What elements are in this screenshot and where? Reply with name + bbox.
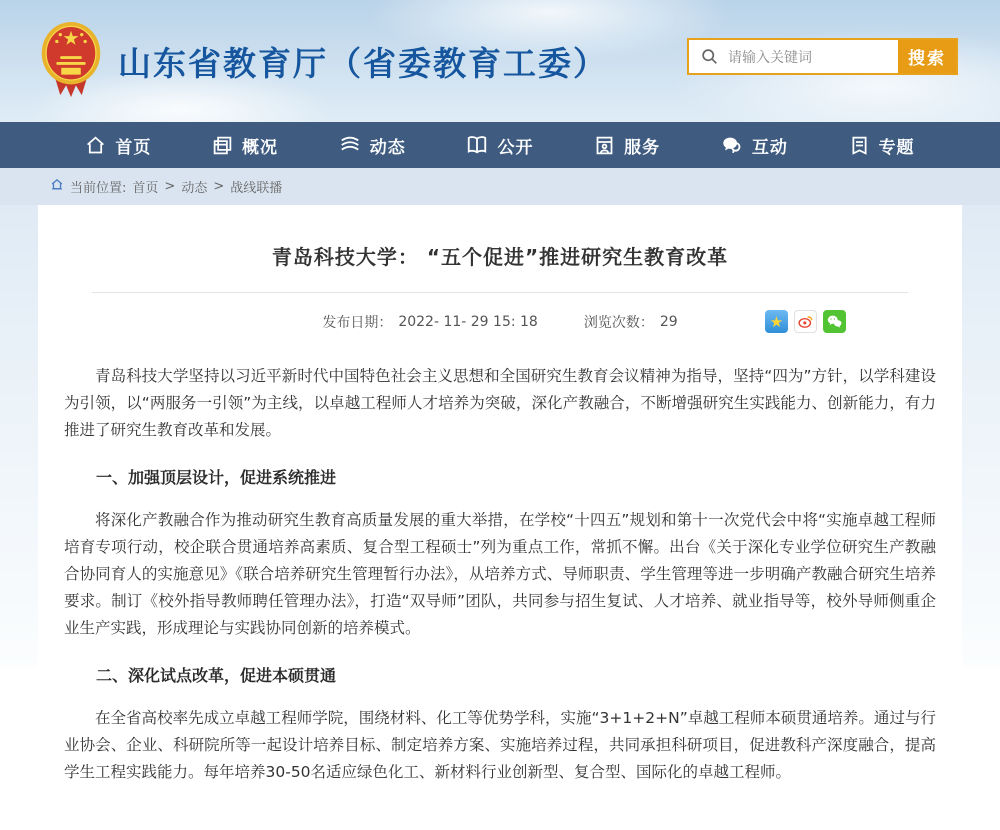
article-body — [62, 363, 938, 786]
site-title: 山东省教育厅（省委教育工委） — [118, 43, 608, 83]
overview-icon — [212, 135, 233, 156]
main-nav — [0, 122, 1000, 168]
qzone-share-icon[interactable]: ★ — [765, 310, 788, 333]
breadcrumb-separator: > — [213, 179, 225, 194]
article-paragraph: 在全省高校率先成立卓越工程师学院，围绕材料、化工等优势学科，实施“3+1+2+N”卓越工程师本硕贯通培养。通过与行业协会、企业、科研院所等一起设计培养目标、制定培养方案、实施培养过程，共同承担科研项目，促进教科产深度融合，提高学生工程实践能力。每年培养30-50名适应绿色化工、新材料行业创新型、复合型、国际化的卓越工程师。 — [64, 709, 936, 781]
share-bar — [765, 310, 846, 333]
publish-date-value: 2022- 11- 29 15: 18 — [398, 314, 538, 330]
weibo-share-icon[interactable] — [794, 310, 817, 333]
nav-item-label: 动态 — [369, 137, 406, 158]
title-divider — [92, 292, 908, 293]
nav-item-label: 首页 — [115, 137, 152, 158]
wechat-share-icon[interactable] — [823, 310, 846, 333]
section-heading-2: 二、深化试点改革，促进本硕贯通 — [96, 666, 337, 685]
breadcrumb-link-news[interactable]: 动态 — [181, 181, 208, 196]
site-header — [0, 0, 1000, 122]
nav-item-interact[interactable] — [721, 133, 788, 158]
nav-item-overview[interactable] — [212, 133, 278, 158]
news-stack-icon — [339, 134, 361, 156]
article-paragraph: 青岛科技大学坚持以习近平新时代中国特色社会主义思想和全国研究生教育会议精神为指导，坚持“四为”方针，以学科建设为引领，以“两服务一引领”为主线，以卓越工程师人才培养为突破，深化产教融合，不断增强研究生实践能力、创新能力，有力推进了研究生教育改革和发展。 — [64, 367, 936, 439]
nav-item-label: 公开 — [497, 137, 534, 158]
breadcrumb-separator: > — [164, 179, 176, 194]
views-label: 浏览次数： — [583, 315, 654, 331]
search-box — [687, 38, 958, 75]
national-emblem-logo — [38, 21, 104, 101]
chat-bubbles-icon — [721, 134, 743, 156]
article-title: 青岛科技大学： “五个促进”推进研究生教育改革 — [271, 245, 729, 269]
publish-date-label: 发布日期： — [322, 315, 393, 331]
brand — [38, 21, 608, 101]
breadcrumb-link-home[interactable]: 首页 — [132, 181, 159, 196]
breadcrumb-prefix: 当前位置: — [70, 181, 127, 196]
nav-item-label: 专题 — [878, 137, 915, 158]
search-input[interactable] — [718, 40, 898, 73]
nav-item-topics[interactable] — [849, 133, 915, 158]
search-icon — [689, 40, 718, 73]
article-meta — [62, 309, 938, 335]
breadcrumb-current: 战线联播 — [230, 181, 283, 196]
search-button[interactable]: 搜索 — [898, 40, 956, 73]
nav-item-home[interactable] — [85, 133, 151, 158]
service-icon — [594, 135, 615, 156]
nav-item-label: 概况 — [242, 137, 279, 158]
open-book-icon — [466, 134, 488, 156]
nav-item-service[interactable] — [594, 133, 660, 158]
section-heading-1: 一、加强顶层设计，促进系统推进 — [96, 468, 337, 487]
nav-item-label: 服务 — [624, 137, 661, 158]
nav-item-label: 互动 — [751, 137, 788, 158]
breadcrumb-home-icon — [50, 178, 64, 195]
topics-icon — [849, 135, 870, 156]
nav-item-public[interactable] — [466, 133, 533, 158]
article-panel — [38, 205, 962, 830]
views-value: 29 — [659, 314, 678, 330]
breadcrumb — [0, 168, 1000, 205]
article-paragraph: 将深化产教融合作为推动研究生教育高质量发展的重大举措，在学校“十四五”规划和第十一次党代会中将“实施卓越工程师培育专项行动，校企联合贯通培养高素质、复合型工程硕士”列为重点工作，常抓不懈。出台《关于深化专业学位研究生产教融合协同育人的实施意见》《联合培养研究生管理暂行办法》，从培养方式、导师职责、学生管理等进一步明确产教融合研究生培养要求。制订《校外指导教师聘任管理办法》，打造“双导师”团队，共同参与招生复试、人才培养、就业指导等，校外导师侧重企业生产实践，形成理论与实践协同创新的培养模式。 — [64, 511, 936, 637]
home-icon — [85, 135, 106, 156]
nav-item-news[interactable] — [339, 133, 406, 158]
